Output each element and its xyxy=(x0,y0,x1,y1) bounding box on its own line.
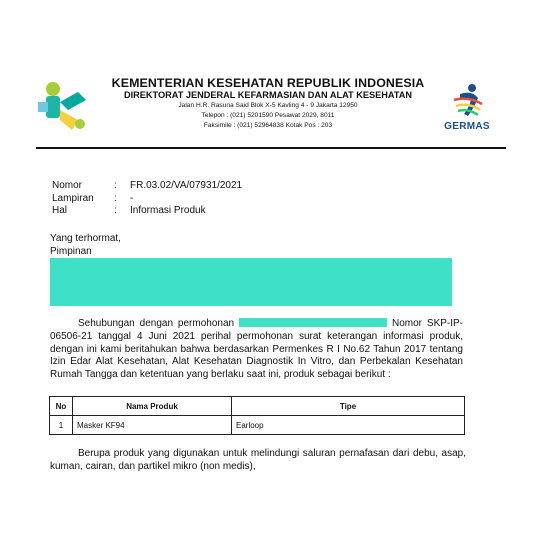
table-row xyxy=(50,416,465,435)
table-header-row xyxy=(50,397,465,416)
meta-row-hal xyxy=(52,205,242,218)
cell-no: 1 xyxy=(50,416,73,435)
meta-label: Lampiran xyxy=(52,192,94,204)
letterhead-address: Jalan H.R. Rasuna Said Blok X-5 Kavling 4 - 9 Jakarta 12950 xyxy=(178,102,358,109)
meta-row-lampiran xyxy=(52,193,242,206)
product-table xyxy=(49,396,465,435)
meta-value: FR.03.02/VA/07931/2021 xyxy=(130,180,243,191)
letterhead xyxy=(100,76,436,131)
kemenkes-logo-icon xyxy=(34,80,92,134)
paragraph-rest: Nomor SKP-IP-06506-21 tanggal 4 Juni 2021 perihal permohonan surat keterangan informasi produk, dengan ini kami beritahukan bahwa berdasarkan Permenkes R I No.62 Tahun 2017 tentang Izin Edar Alat Kesehatan, Alat Kesehatan Diagnostik In Vitro, dan Perbekalan Kesehatan Rumah Tangga dan ketentuan yang berlaku saat ini, produk sebagai berikut : xyxy=(50,318,464,381)
meta-colon: : xyxy=(114,205,117,216)
column-header-no: No xyxy=(50,397,73,416)
cell-tipe: Earloop xyxy=(232,416,465,435)
meta-label: Nomor xyxy=(52,180,83,191)
letter-meta xyxy=(52,180,242,218)
salutation-line: Yang terhormat, xyxy=(50,233,121,244)
germas-logo-text: GERMAS xyxy=(444,121,490,132)
letterhead-divider xyxy=(36,147,506,149)
meta-row-nomor xyxy=(52,180,242,193)
meta-value: Informasi Produk xyxy=(130,205,206,216)
letterhead-subtitle: DIREKTORAT JENDERAL KEFARMASIAN DAN ALAT KESEHATAN xyxy=(123,90,413,100)
meta-colon: : xyxy=(114,180,117,191)
column-header-nama-produk: Nama Produk xyxy=(73,397,232,416)
column-header-tipe: Tipe xyxy=(232,397,465,416)
salutation xyxy=(50,233,121,258)
recipient-line: Pimpinan xyxy=(50,245,92,257)
letterhead-phone: Telepon : (021) 5201590 Pesawat 2029, 8011 xyxy=(201,112,335,119)
meta-colon: : xyxy=(114,192,117,204)
body-paragraph-2 xyxy=(50,447,466,473)
paragraph-text: Berupa produk yang digunakan untuk melindungi saluran pernafasan dari debu, asap, kuman, cairan, dan partikel mikro (non medis), xyxy=(50,448,466,472)
paragraph-start: Sehubungan dengan permohonan xyxy=(78,318,235,329)
redacted-applicant-name xyxy=(239,318,387,327)
meta-label: Hal xyxy=(52,205,68,216)
cell-nama-produk: Masker KF94 xyxy=(73,416,232,435)
meta-value: - xyxy=(130,192,134,204)
body-paragraph-1 xyxy=(50,318,463,382)
letterhead-fax: Faksimile : (021) 52964838 Kotak Pos : 203 xyxy=(203,122,333,129)
letterhead-title: KEMENTERIAN KESEHATAN REPUBLIK INDONESIA xyxy=(111,76,425,90)
redacted-recipient-block xyxy=(50,258,452,306)
